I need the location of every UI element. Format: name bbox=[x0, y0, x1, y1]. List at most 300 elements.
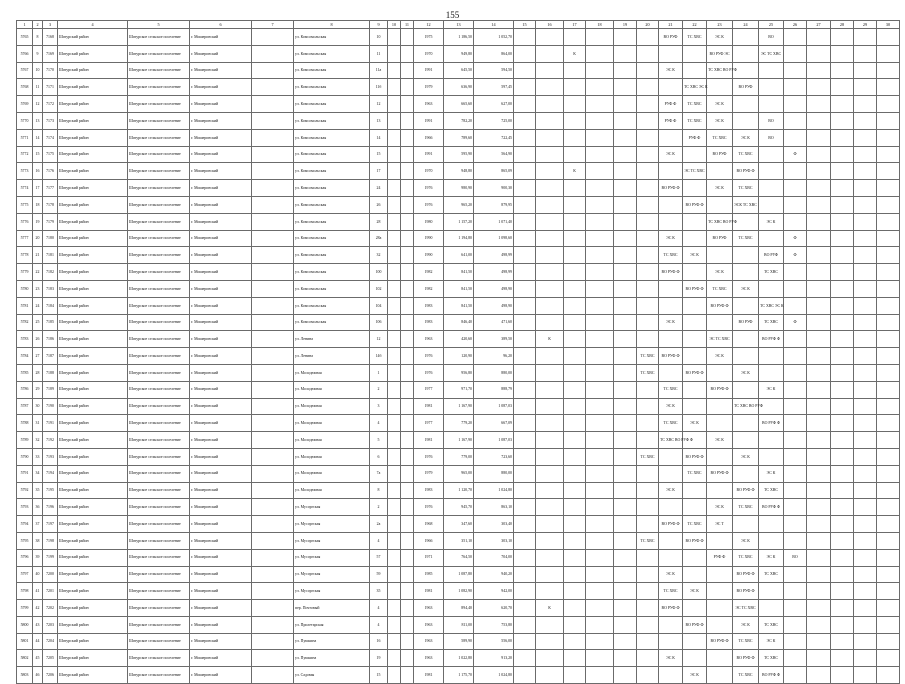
work-type-cell-col-22: ТС ХВС bbox=[683, 516, 707, 533]
work-type-cell-col-16 bbox=[536, 280, 564, 297]
empty-cell bbox=[388, 432, 401, 449]
empty-cell bbox=[388, 448, 401, 465]
living-area-cell: 1 024,80 bbox=[474, 667, 514, 684]
work-type-cell-col-28 bbox=[831, 45, 854, 62]
table-row bbox=[17, 415, 900, 432]
empty-cell bbox=[252, 633, 294, 650]
table-row bbox=[17, 516, 900, 533]
work-type-cell-col-28 bbox=[831, 583, 854, 600]
work-type-cell-col-30 bbox=[877, 163, 900, 180]
table-row bbox=[17, 600, 900, 617]
work-type-cell-col-29 bbox=[854, 79, 877, 96]
build-year-cell: 1982 bbox=[414, 264, 444, 281]
work-type-cell-col-23: ВО РУФ Ф bbox=[707, 297, 733, 314]
empty-cell bbox=[388, 331, 401, 348]
row-number: 5800 bbox=[17, 616, 33, 633]
work-type-cell-col-22 bbox=[683, 482, 707, 499]
work-type-cell-col-27 bbox=[807, 129, 831, 146]
work-type-cell-col-22 bbox=[683, 566, 707, 583]
work-type-cell-col-21: ЭС К bbox=[659, 566, 683, 583]
work-type-cell-col-27 bbox=[807, 146, 831, 163]
table-row bbox=[17, 247, 900, 264]
street-cell: ул. Ленина bbox=[294, 331, 370, 348]
column-number-16: 16 bbox=[536, 21, 564, 29]
build-year-cell: 1968 bbox=[414, 516, 444, 533]
work-type-cell-col-20 bbox=[637, 549, 659, 566]
table-row bbox=[17, 112, 900, 129]
work-type-cell-col-28 bbox=[831, 29, 854, 46]
work-type-cell-col-17 bbox=[564, 96, 586, 113]
work-type-cell-col-17: К bbox=[564, 163, 586, 180]
row-number: 5772 bbox=[17, 146, 33, 163]
table-row bbox=[17, 364, 900, 381]
work-type-cell-col-18 bbox=[586, 650, 614, 667]
total-area-cell: 636,90 bbox=[444, 79, 474, 96]
district-cell: Шатурский район bbox=[58, 448, 128, 465]
empty-cell bbox=[401, 129, 414, 146]
record-id: 7172 bbox=[43, 96, 58, 113]
row-number: 5795 bbox=[17, 532, 33, 549]
work-type-cell-col-15 bbox=[514, 650, 536, 667]
work-type-cell-col-16 bbox=[536, 79, 564, 96]
district-cell: Шатурский район bbox=[58, 196, 128, 213]
work-type-cell-col-20 bbox=[637, 196, 659, 213]
work-type-cell-col-15 bbox=[514, 348, 536, 365]
empty-cell bbox=[401, 264, 414, 281]
street-cell: ул. Комсомольская bbox=[294, 29, 370, 46]
total-area-cell: 1 157,20 bbox=[444, 213, 474, 230]
work-type-cell-col-29 bbox=[854, 180, 877, 197]
row-number: 5784 bbox=[17, 348, 33, 365]
work-type-cell-col-25 bbox=[759, 180, 784, 197]
work-type-cell-col-16 bbox=[536, 314, 564, 331]
work-type-cell-col-26 bbox=[784, 415, 807, 432]
work-type-cell-col-26 bbox=[784, 600, 807, 617]
work-type-cell-col-28 bbox=[831, 129, 854, 146]
work-type-cell-col-26 bbox=[784, 79, 807, 96]
settlement-cell: Шатурское сельское поселение bbox=[128, 180, 190, 197]
work-type-cell-col-23: ЭС К bbox=[707, 348, 733, 365]
work-type-cell-col-16 bbox=[536, 213, 564, 230]
work-type-cell-col-19 bbox=[614, 264, 637, 281]
work-type-cell-col-15 bbox=[514, 499, 536, 516]
build-year-cell: 1963 bbox=[414, 650, 444, 667]
town-cell: г. Мишеронский bbox=[190, 314, 252, 331]
column-number-22: 22 bbox=[683, 21, 707, 29]
street-cell: ул. Ленина bbox=[294, 348, 370, 365]
work-type-cell-col-29 bbox=[854, 667, 877, 684]
record-id: 7196 bbox=[43, 499, 58, 516]
work-type-cell-col-21: ВО РУФ Ф bbox=[659, 516, 683, 533]
column-number-row bbox=[17, 21, 900, 29]
table-row bbox=[17, 230, 900, 247]
total-area-cell: 1 022,80 bbox=[444, 650, 474, 667]
empty-cell bbox=[401, 79, 414, 96]
total-area-cell: 811,00 bbox=[444, 616, 474, 633]
work-type-cell-col-29 bbox=[854, 549, 877, 566]
house-number-cell: 11б bbox=[370, 79, 388, 96]
living-area-cell: 864,00 bbox=[474, 45, 514, 62]
work-type-cell-col-17 bbox=[564, 616, 586, 633]
work-type-cell-col-20 bbox=[637, 79, 659, 96]
work-type-cell-col-16 bbox=[536, 633, 564, 650]
row-number: 5797 bbox=[17, 566, 33, 583]
house-number-cell: 7а bbox=[370, 465, 388, 482]
table-row bbox=[17, 566, 900, 583]
living-area-cell: 620,70 bbox=[474, 600, 514, 617]
work-type-cell-col-26 bbox=[784, 532, 807, 549]
work-type-cell-col-21: ТС ХВС bbox=[659, 583, 683, 600]
work-type-cell-col-21 bbox=[659, 499, 683, 516]
empty-cell bbox=[388, 516, 401, 533]
work-type-cell-col-16: К bbox=[536, 600, 564, 617]
town-cell: г. Мишеронский bbox=[190, 465, 252, 482]
work-type-cell-col-27 bbox=[807, 600, 831, 617]
work-type-cell-col-22: РУФ Ф bbox=[683, 129, 707, 146]
work-type-cell-col-23: ЭС К bbox=[707, 264, 733, 281]
work-type-cell-col-16 bbox=[536, 348, 564, 365]
settlement-cell: Шатурское сельское поселение bbox=[128, 415, 190, 432]
work-type-cell-col-23 bbox=[707, 415, 733, 432]
settlement-cell: Шатурское сельское поселение bbox=[128, 465, 190, 482]
build-year-cell: 1983 bbox=[414, 482, 444, 499]
column-number-23: 23 bbox=[707, 21, 733, 29]
living-area-cell: 303,10 bbox=[474, 532, 514, 549]
work-type-cell-col-25: ВО bbox=[759, 112, 784, 129]
living-area-cell: 303,40 bbox=[474, 516, 514, 533]
work-type-cell-col-17 bbox=[564, 247, 586, 264]
item-index: 19 bbox=[33, 213, 43, 230]
work-type-cell-col-16 bbox=[536, 516, 564, 533]
work-type-cell-col-21: ЭС К bbox=[659, 146, 683, 163]
empty-cell bbox=[252, 45, 294, 62]
empty-cell bbox=[252, 398, 294, 415]
work-type-cell-col-26 bbox=[784, 650, 807, 667]
total-area-cell: 965,00 bbox=[444, 465, 474, 482]
work-type-cell-col-26 bbox=[784, 616, 807, 633]
work-type-cell-col-18 bbox=[586, 45, 614, 62]
work-type-cell-col-22 bbox=[683, 398, 707, 415]
work-type-cell-col-16 bbox=[536, 96, 564, 113]
work-type-cell-col-21: ЭС К bbox=[659, 62, 683, 79]
build-year-cell: 1963 bbox=[414, 600, 444, 617]
table-row bbox=[17, 398, 900, 415]
work-type-cell-col-25: ВО РУФ Ф bbox=[759, 667, 784, 684]
empty-cell bbox=[388, 600, 401, 617]
item-index: 43 bbox=[33, 616, 43, 633]
work-type-cell-col-22: ТС ХВС ЭС К bbox=[683, 79, 707, 96]
work-type-cell-col-15 bbox=[514, 112, 536, 129]
work-type-cell-col-25: ЭС К bbox=[759, 633, 784, 650]
empty-cell bbox=[401, 616, 414, 633]
work-type-cell-col-18 bbox=[586, 331, 614, 348]
work-type-cell-col-26 bbox=[784, 62, 807, 79]
district-cell: Шатурский район bbox=[58, 415, 128, 432]
work-type-cell-col-23: ЭС К bbox=[707, 499, 733, 516]
row-number: 5787 bbox=[17, 398, 33, 415]
work-type-cell-col-19 bbox=[614, 616, 637, 633]
work-type-cell-col-18 bbox=[586, 381, 614, 398]
row-number: 5771 bbox=[17, 129, 33, 146]
work-type-cell-col-22 bbox=[683, 62, 707, 79]
total-area-cell: 949,80 bbox=[444, 45, 474, 62]
empty-cell bbox=[388, 566, 401, 583]
work-type-cell-col-18 bbox=[586, 432, 614, 449]
settlement-cell: Шатурское сельское поселение bbox=[128, 29, 190, 46]
work-type-cell-col-20 bbox=[637, 230, 659, 247]
total-area-cell: 1 186,50 bbox=[444, 29, 474, 46]
work-type-cell-col-17 bbox=[564, 633, 586, 650]
work-type-cell-col-29 bbox=[854, 482, 877, 499]
work-type-cell-col-29 bbox=[854, 280, 877, 297]
build-year-cell: 1990 bbox=[414, 247, 444, 264]
work-type-cell-col-20 bbox=[637, 566, 659, 583]
record-id: 7188 bbox=[43, 364, 58, 381]
empty-cell bbox=[388, 348, 401, 365]
work-type-cell-col-15 bbox=[514, 29, 536, 46]
house-number-cell: 11 bbox=[370, 45, 388, 62]
work-type-cell-col-18 bbox=[586, 448, 614, 465]
empty-cell bbox=[388, 163, 401, 180]
work-type-cell-col-26: ВО bbox=[784, 549, 807, 566]
work-type-cell-col-17 bbox=[564, 566, 586, 583]
work-type-cell-col-18 bbox=[586, 163, 614, 180]
work-type-cell-col-26 bbox=[784, 465, 807, 482]
work-type-cell-col-27 bbox=[807, 79, 831, 96]
build-year-cell: 1970 bbox=[414, 45, 444, 62]
work-type-cell-col-27 bbox=[807, 314, 831, 331]
house-number-cell: 2а bbox=[370, 516, 388, 533]
house-number-cell: 2 bbox=[370, 381, 388, 398]
living-area-cell: 498,99 bbox=[474, 247, 514, 264]
work-type-cell-col-16 bbox=[536, 364, 564, 381]
work-type-cell-col-20 bbox=[637, 297, 659, 314]
empty-cell bbox=[401, 667, 414, 684]
work-type-cell-col-18 bbox=[586, 29, 614, 46]
house-number-cell: 5 bbox=[370, 432, 388, 449]
living-area-cell: 594,50 bbox=[474, 62, 514, 79]
work-type-cell-col-23: ВО РУФ Ф bbox=[707, 381, 733, 398]
work-type-cell-col-21: ТС ХВС bbox=[659, 415, 683, 432]
row-number: 5769 bbox=[17, 96, 33, 113]
total-area-cell: 841,50 bbox=[444, 280, 474, 297]
work-type-cell-col-26 bbox=[784, 482, 807, 499]
district-cell: Шатурский район bbox=[58, 348, 128, 365]
living-area-cell: 900,30 bbox=[474, 180, 514, 197]
empty-cell bbox=[388, 297, 401, 314]
settlement-cell: Шатурское сельское поселение bbox=[128, 448, 190, 465]
district-cell: Шатурский район bbox=[58, 616, 128, 633]
work-type-cell-col-25: ЭС К bbox=[759, 381, 784, 398]
house-number-cell: 4 bbox=[370, 600, 388, 617]
item-index: 41 bbox=[33, 583, 43, 600]
work-type-cell-col-29 bbox=[854, 499, 877, 516]
work-type-cell-col-15 bbox=[514, 264, 536, 281]
work-type-cell-col-24: ВО РУФ Ф bbox=[733, 482, 759, 499]
work-type-cell-col-19 bbox=[614, 583, 637, 600]
item-index: 13 bbox=[33, 112, 43, 129]
house-number-cell: 15 bbox=[370, 146, 388, 163]
work-type-cell-col-24: ТС ХВС bbox=[733, 667, 759, 684]
build-year-cell: 1976 bbox=[414, 196, 444, 213]
build-year-cell: 1981 bbox=[414, 398, 444, 415]
work-type-cell-col-17 bbox=[564, 146, 586, 163]
work-type-cell-col-25 bbox=[759, 583, 784, 600]
work-type-cell-col-16 bbox=[536, 583, 564, 600]
empty-cell bbox=[252, 364, 294, 381]
settlement-cell: Шатурское сельское поселение bbox=[128, 364, 190, 381]
record-id: 7204 bbox=[43, 633, 58, 650]
living-area-cell: 723,60 bbox=[474, 448, 514, 465]
street-cell: ул. Комсомольская bbox=[294, 146, 370, 163]
work-type-cell-col-17 bbox=[564, 499, 586, 516]
row-number: 5803 bbox=[17, 667, 33, 684]
empty-cell bbox=[252, 482, 294, 499]
work-type-cell-col-30 bbox=[877, 465, 900, 482]
work-type-cell-col-30 bbox=[877, 213, 900, 230]
town-cell: г. Мишеронский bbox=[190, 532, 252, 549]
work-type-cell-col-22: ВО РУФ Ф bbox=[683, 364, 707, 381]
work-type-cell-col-20 bbox=[637, 415, 659, 432]
table-row bbox=[17, 331, 900, 348]
work-type-cell-col-24 bbox=[733, 112, 759, 129]
table-row bbox=[17, 348, 900, 365]
work-type-cell-col-28 bbox=[831, 62, 854, 79]
street-cell: ул. Комсомольская bbox=[294, 213, 370, 230]
work-type-cell-col-28 bbox=[831, 112, 854, 129]
work-type-cell-col-18 bbox=[586, 549, 614, 566]
work-type-cell-col-16 bbox=[536, 45, 564, 62]
record-id: 7199 bbox=[43, 549, 58, 566]
work-type-cell-col-16 bbox=[536, 549, 564, 566]
work-type-cell-col-21: ЭС К bbox=[659, 398, 683, 415]
work-type-cell-col-16 bbox=[536, 432, 564, 449]
work-type-cell-col-29 bbox=[854, 566, 877, 583]
street-cell: ул. Пролетарская bbox=[294, 616, 370, 633]
total-area-cell: 965,20 bbox=[444, 196, 474, 213]
street-cell: ул. Молодежная bbox=[294, 482, 370, 499]
empty-cell bbox=[252, 348, 294, 365]
work-type-cell-col-22 bbox=[683, 230, 707, 247]
work-type-cell-col-24 bbox=[733, 264, 759, 281]
work-type-cell-col-24: ТС ХВС bbox=[733, 230, 759, 247]
living-area-cell: 1 071,40 bbox=[474, 213, 514, 230]
town-cell: г. Мишеронский bbox=[190, 499, 252, 516]
work-type-cell-col-19 bbox=[614, 213, 637, 230]
column-number-15: 15 bbox=[514, 21, 536, 29]
work-type-cell-col-18 bbox=[586, 280, 614, 297]
work-type-cell-col-23: ТС ХВС ВО РУФ bbox=[707, 62, 733, 79]
town-cell: г. Мишеронский bbox=[190, 45, 252, 62]
work-type-cell-col-21: ВО РУФ Ф bbox=[659, 600, 683, 617]
empty-cell bbox=[252, 112, 294, 129]
work-type-cell-col-27 bbox=[807, 163, 831, 180]
empty-cell bbox=[401, 230, 414, 247]
work-type-cell-col-15 bbox=[514, 398, 536, 415]
row-number: 5783 bbox=[17, 331, 33, 348]
table-row bbox=[17, 432, 900, 449]
street-cell: пер. Почтовый bbox=[294, 600, 370, 617]
work-type-cell-col-29 bbox=[854, 465, 877, 482]
work-type-cell-col-20: ТС ХВС bbox=[637, 348, 659, 365]
work-type-cell-col-16 bbox=[536, 112, 564, 129]
work-type-cell-col-25 bbox=[759, 432, 784, 449]
row-number: 5766 bbox=[17, 45, 33, 62]
work-type-cell-col-20 bbox=[637, 180, 659, 197]
column-number-20: 20 bbox=[637, 21, 659, 29]
work-type-cell-col-23: ВО РУФ bbox=[707, 146, 733, 163]
record-id: 7183 bbox=[43, 280, 58, 297]
empty-cell bbox=[401, 549, 414, 566]
work-type-cell-col-15 bbox=[514, 432, 536, 449]
house-number-cell: 57 bbox=[370, 549, 388, 566]
column-number-7: 7 bbox=[252, 21, 294, 29]
work-type-cell-col-20 bbox=[637, 146, 659, 163]
work-type-cell-col-27 bbox=[807, 583, 831, 600]
work-type-cell-col-22 bbox=[683, 213, 707, 230]
town-cell: г. Мишеронский bbox=[190, 196, 252, 213]
work-type-cell-col-16 bbox=[536, 465, 564, 482]
item-index: 21 bbox=[33, 247, 43, 264]
empty-cell bbox=[388, 381, 401, 398]
column-number-2: 2 bbox=[33, 21, 43, 29]
work-type-cell-col-27 bbox=[807, 180, 831, 197]
work-type-cell-col-22: ЭС ТС ХВС bbox=[683, 163, 707, 180]
build-year-cell: 1991 bbox=[414, 146, 444, 163]
work-type-cell-col-26: Ф bbox=[784, 247, 807, 264]
work-type-cell-col-20 bbox=[637, 482, 659, 499]
column-number-13: 13 bbox=[444, 21, 474, 29]
work-type-cell-col-16: К bbox=[536, 331, 564, 348]
work-type-cell-col-24: ВО РУФ Ф bbox=[733, 566, 759, 583]
work-type-cell-col-29 bbox=[854, 616, 877, 633]
total-area-cell: 1 167,90 bbox=[444, 432, 474, 449]
street-cell: ул. Молодежная bbox=[294, 364, 370, 381]
street-cell: ул. Комсомольская bbox=[294, 112, 370, 129]
work-type-cell-col-15 bbox=[514, 129, 536, 146]
district-cell: Шатурский район bbox=[58, 163, 128, 180]
item-index: 17 bbox=[33, 180, 43, 197]
empty-cell bbox=[388, 213, 401, 230]
district-cell: Шатурский район bbox=[58, 482, 128, 499]
table-row bbox=[17, 448, 900, 465]
work-type-cell-col-23 bbox=[707, 600, 733, 617]
district-cell: Шатурский район bbox=[58, 112, 128, 129]
town-cell: г. Мишеронский bbox=[190, 230, 252, 247]
work-type-cell-col-19 bbox=[614, 549, 637, 566]
total-area-cell: 347,60 bbox=[444, 516, 474, 533]
work-type-cell-col-19 bbox=[614, 600, 637, 617]
work-type-cell-col-21 bbox=[659, 196, 683, 213]
work-type-cell-col-24 bbox=[733, 45, 759, 62]
empty-cell bbox=[388, 532, 401, 549]
town-cell: г. Мишеронский bbox=[190, 62, 252, 79]
build-year-cell: 1979 bbox=[414, 79, 444, 96]
work-type-cell-col-27 bbox=[807, 448, 831, 465]
record-id: 7177 bbox=[43, 180, 58, 197]
total-area-cell: 645,50 bbox=[444, 62, 474, 79]
settlement-cell: Шатурское сельское поселение bbox=[128, 398, 190, 415]
row-number: 5799 bbox=[17, 600, 33, 617]
empty-cell bbox=[401, 633, 414, 650]
work-type-cell-col-28 bbox=[831, 247, 854, 264]
work-type-cell-col-18 bbox=[586, 196, 614, 213]
work-type-cell-col-18 bbox=[586, 566, 614, 583]
table-row bbox=[17, 616, 900, 633]
empty-cell bbox=[388, 96, 401, 113]
record-id: 7200 bbox=[43, 566, 58, 583]
build-year-cell: 1983 bbox=[414, 314, 444, 331]
